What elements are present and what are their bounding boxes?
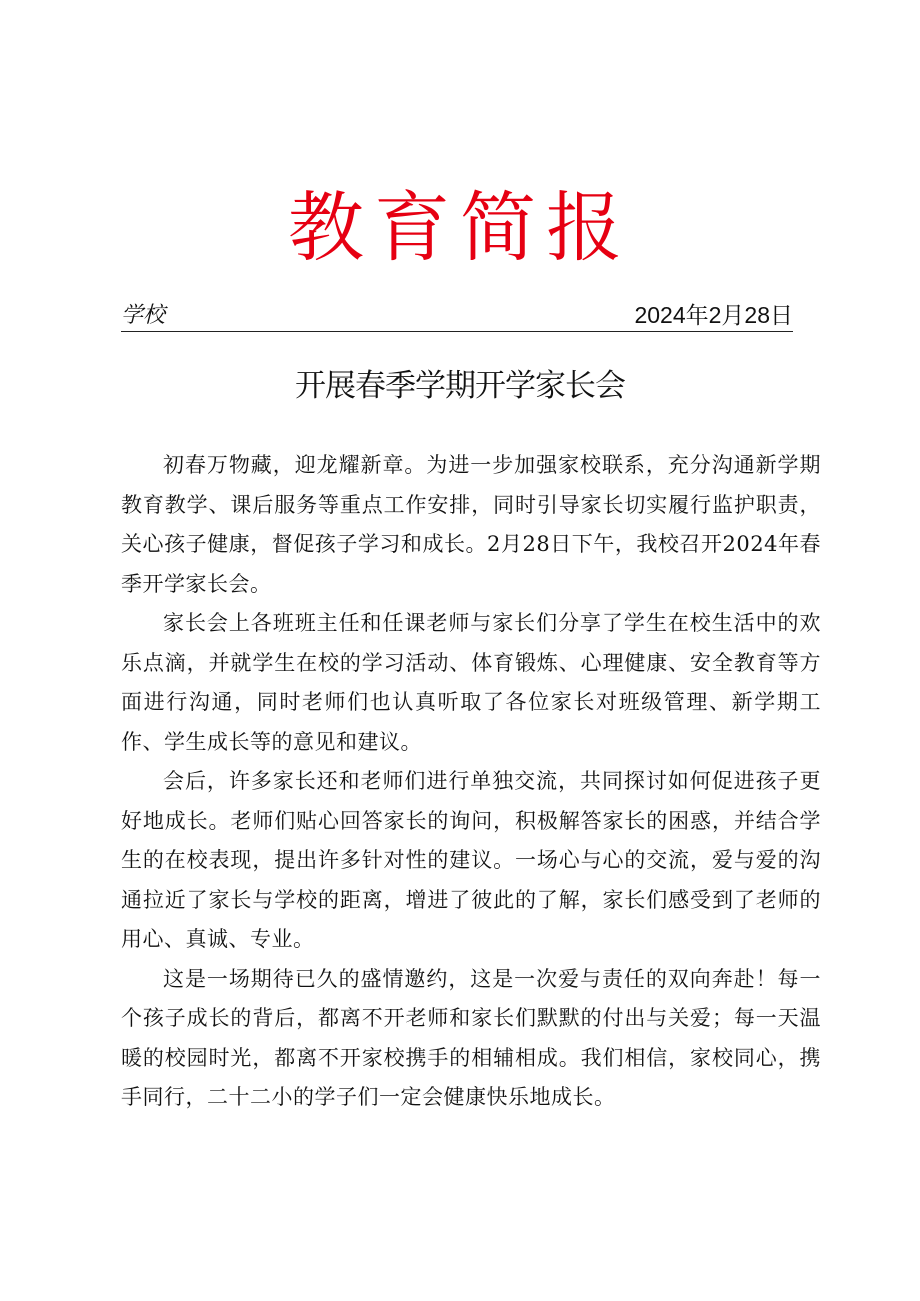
issue-date: 2024年2月28日 bbox=[634, 302, 793, 328]
school-label: 学校 bbox=[121, 303, 166, 328]
article-title: 开展春季学期开学家长会 bbox=[295, 368, 625, 404]
masthead-title: 教育简报 bbox=[288, 183, 632, 272]
article-paragraph: 初春万物藏，迎龙耀新章。为进一步加强家校联系，充分沟通新学期教育教学、课后服务等重点工作安排，同时引导家长切实履行监护职责，关心孩子健康，督促孩子学习和成长。2月28日下午，我校召开2024年春季开学家长会。 bbox=[121, 453, 821, 596]
issue-meta-line bbox=[121, 300, 793, 332]
article-paragraph: 会后，许多家长还和老师们进行单独交流，共同探讨如何促进孩子更好地成长。老师们贴心回答家长的询问，积极解答家长的困惑，并结合学生的在校表现，提出许多针对性的建议。一场心与心的交流，爱与爱的沟通拉近了家长与学校的距离，增进了彼此的了解，家长们感受到了老师的用心、真诚、专业。 bbox=[121, 769, 821, 951]
article-paragraph: 这是一场期待已久的盛情邀约，这是一次爱与责任的双向奔赴！每一个孩子成长的背后，都离不开老师和家长们默默的付出与关爱；每一天温暖的校园时光，都离不开家校携手的相辅相成。我们相信，家校同心，携手同行，二十二小的学子们一定会健康快乐地成长。 bbox=[121, 966, 821, 1109]
article-body bbox=[121, 446, 821, 1118]
article-paragraph: 家长会上各班班主任和任课老师与家长们分享了学生在校生活中的欢乐点滴，并就学生在校的学习活动、体育锻炼、心理健康、安全教育等方面进行沟通，同时老师们也认真听取了各位家长对班级管理、新学期工作、学生成长等的意见和建议。 bbox=[121, 611, 821, 754]
